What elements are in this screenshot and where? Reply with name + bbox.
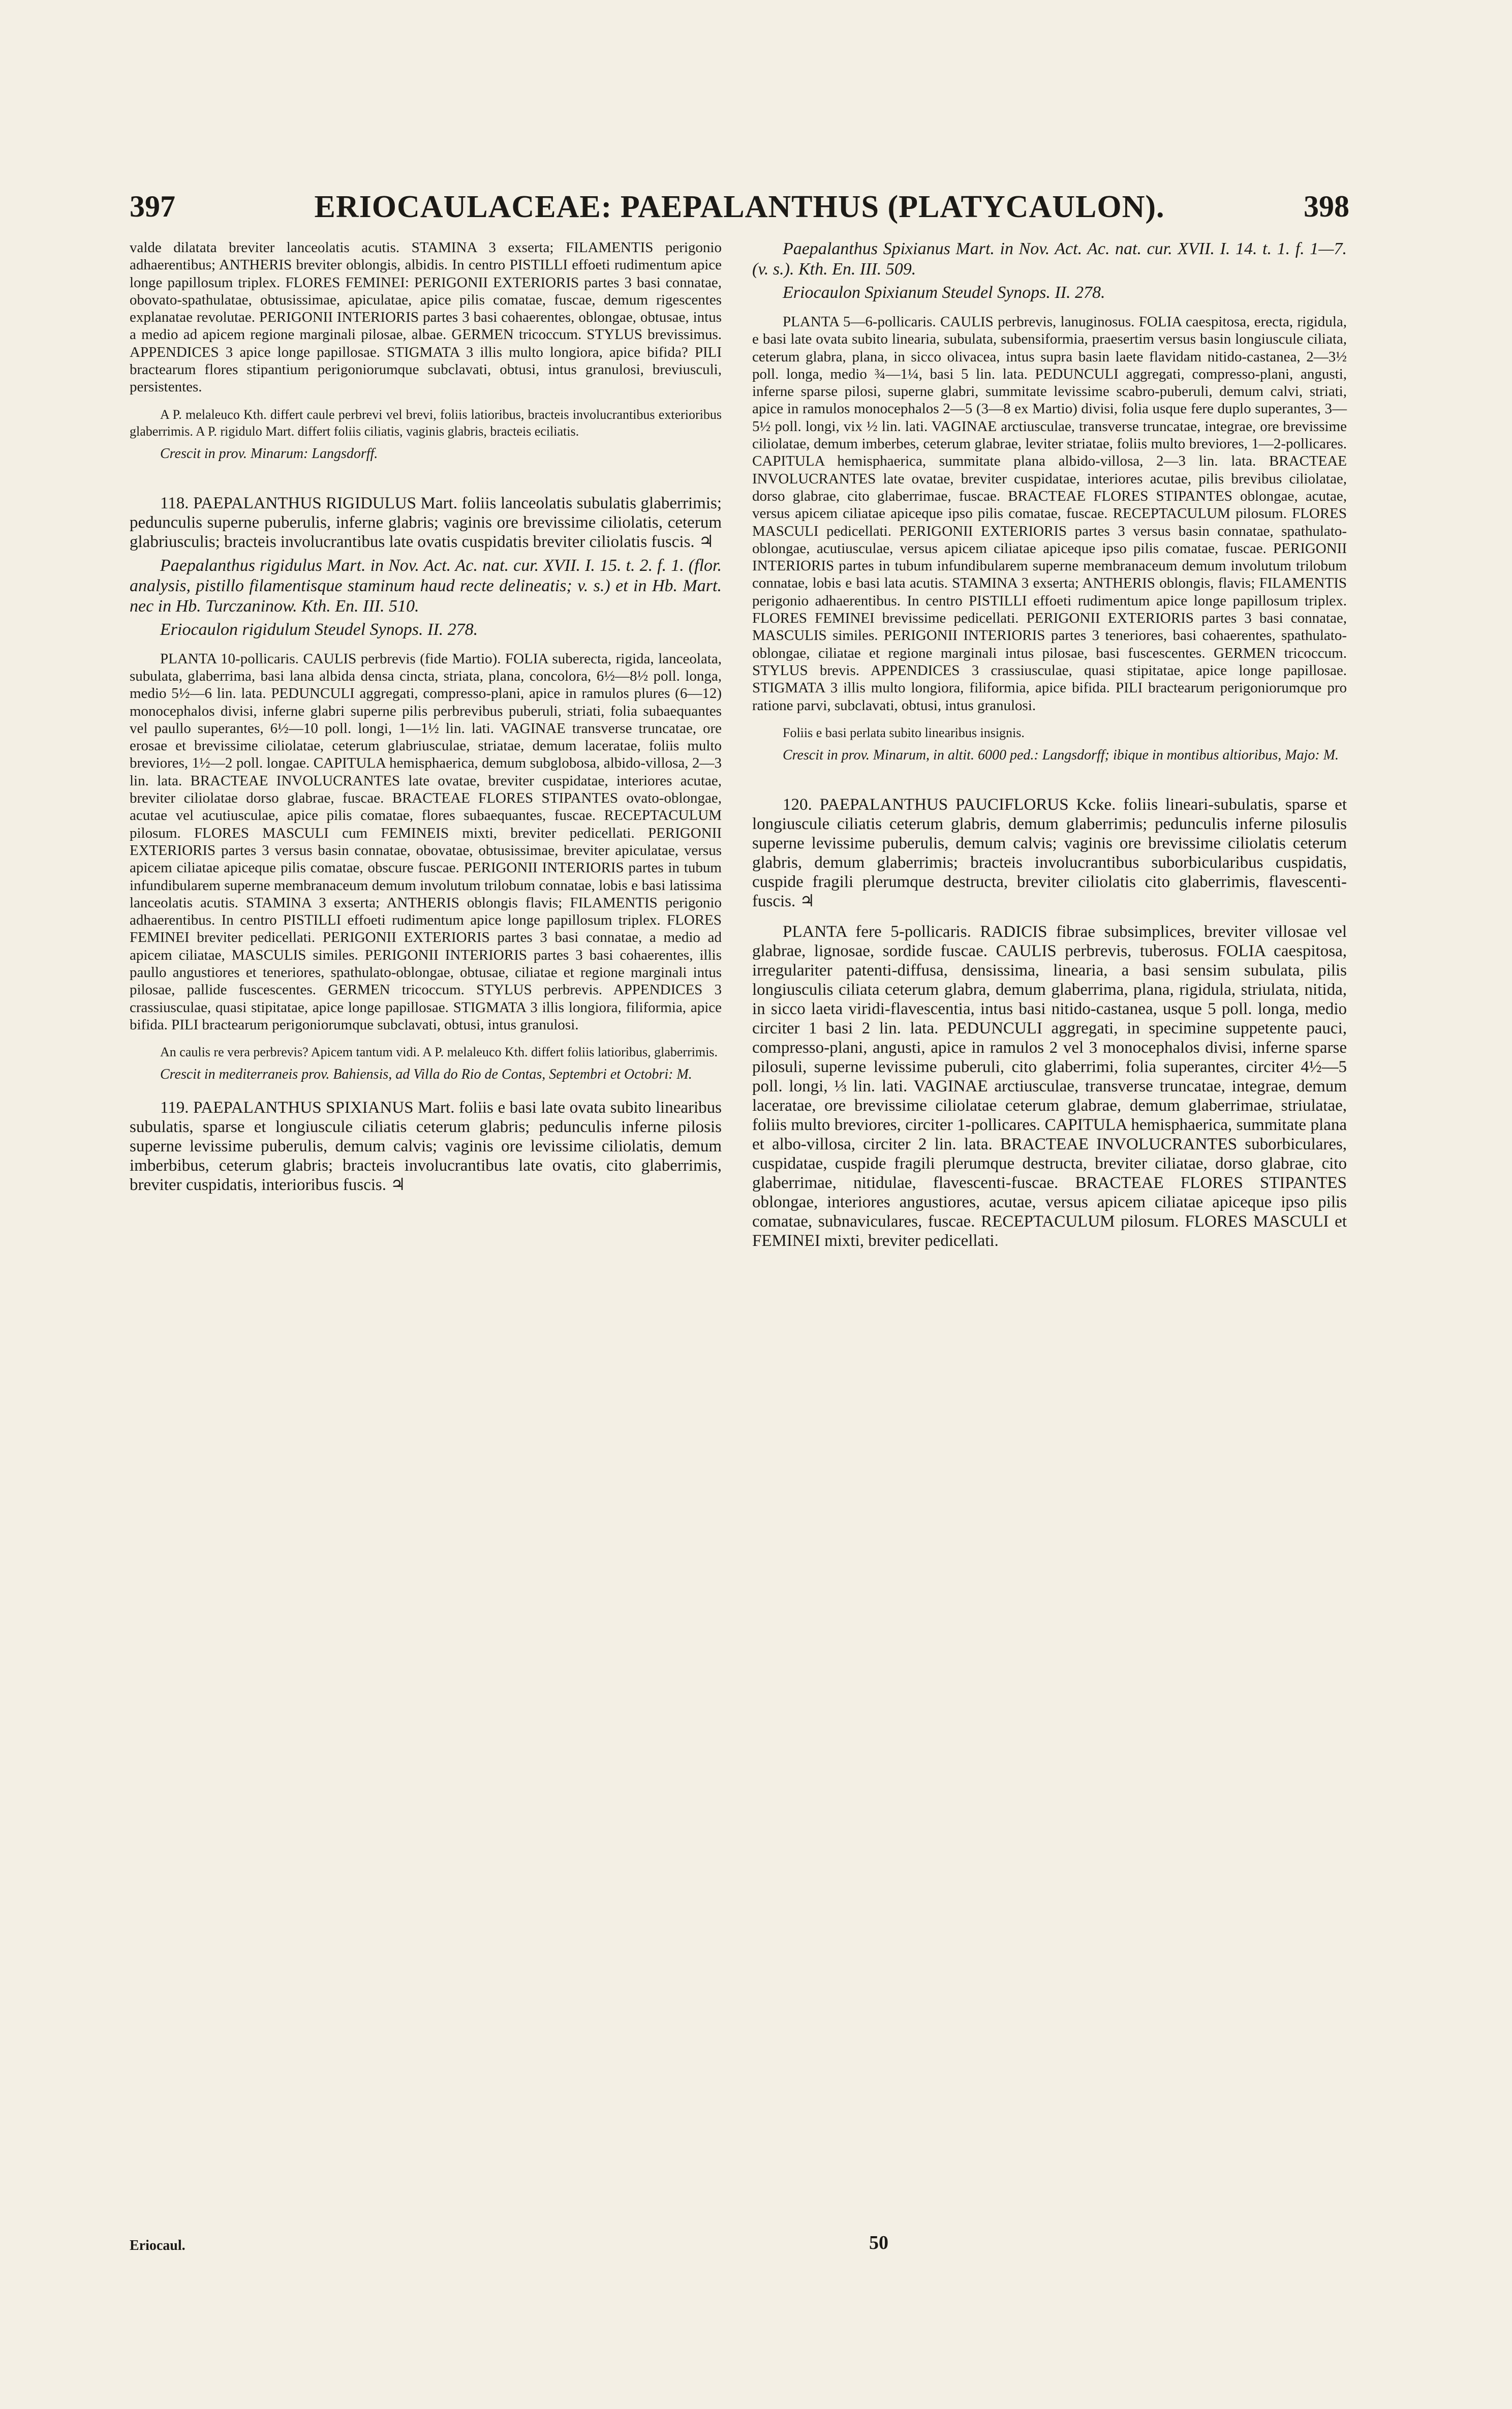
differential-note: A P. melaleuco Kth. differt caule perbrevi vel brevi, foliis latioribus, bracteis involucrantibus exterioribus glaberrimis. A P. rigidulo Mart. differt foliis ciliatis, vaginis glabris, bracteis eciliatis. [130, 407, 722, 439]
species-118-description: PLANTA 10-pollicaris. CAULIS perbrevis (fide Martio). FOLIA suberecta, rigida, lanceolata, subulata, glaberrima, basi lana albida densa cincta, striata, plana, concolora, 6½—8½ poll. longa, medio 5½—6 lin. lata. PEDUNCULI aggregati, compresso-plani, apice in ramulos plures (6—12) monocephalos divisi, inferne glabri superne pilis perbrevibus puberuli, striati, folia subaequantes vel paullo superantes, 6½—10 poll. longi, 1—1½ lin. lati. VAGINAE transverse truncatae, ore erosae et brevissime ciliolatae, ceterum glabriusculae, striatae, demum laceratae, foliis multo breviores, 1½—2 poll. longae. CAPITULA hemisphaerica, demum subglobosa, albido-villosa, 2—3 lin. lata. BRACTEAE INVOLUCRANTES late ovatae, breviter cuspidatae, interiores acutae, breviter ciliolatae dorso glabrae, fuscae. BRACTEAE FLORES STIPANTES ovato-oblongae, acutae vel acutiusculae, apice pilis comatae, flores subaequantes, fuscae. RECEPTACULUM pilosum. FLORES MASCULI cum FEMINEIS mixti, breviter pedicellati. PERIGONII EXTERIORIS partes 3 versus basin connatae, obovatae, obtusissimae, breviter apiculatae, versus apicem ciliatae apiceque pilis comatae, obscure fuscae. PERIGONII INTERIORIS partes in tubum infundibularem superne membranaceum demum involutum trilobum connatae, lobis e basi latissima lanceolatis acutis. STAMINA 3 exserta; ANTHERIS oblongis flavis; FILAMENTIS perigonio adhaerentibus. In centro PISTILLI effoeti rudimentum apice longe papillosum triplex. FLORES FEMINEI breviter pedicellati. PERIGONII EXTERIORIS partes 3 basi connatae, a medio ad apicem ciliatae, MASCULIS similes. PERIGONII INTERIORIS partes 3 basi cohaerentes, illis paullo angustiores et teneriores, spathulato-oblongae, obtusae, ciliatae et regione marginali intus pilosae, pallide fuscescentes. GERMEN tricoccum. STYLUS perbrevis. APPENDICES 3 crassiusculae, quasi stipitatae, apice longe papillosae. STIGMATA 3 illis longiora, filiformia, apice bifida. PILI bractearum perigoniorumque subclavati, obtusi, intus granulosi. [130, 650, 722, 1033]
habitat-note: Crescit in prov. Minarum: Langsdorff. [160, 445, 378, 462]
left-column [130, 239, 722, 1199]
species-119-synonym-2: Eriocaulon Spixianum Steudel Synops. II. 278. [783, 283, 1105, 302]
page-number-left: 397 [130, 190, 175, 223]
sheet-number: 50 [869, 2232, 888, 2253]
species-118-note: An caulis re vera perbrevis? Apicem tantum vidi. A P. melaleuco Kth. differt foliis latioribus, glaberrimis. [160, 1045, 718, 1060]
page-number-right: 398 [1304, 190, 1349, 223]
species-119-description: PLANTA 5—6-pollicaris. CAULIS perbrevis, lanuginosus. FOLIA caespitosa, erecta, rigidula, e basi late ovata subito linearia, subulata, subensiformia, praesertim versus basin longiuscule ciliata, ceterum glabra, plana, in sicco olivacea, intus supra basin laete flavidam nitido-castanea, 2—3½ poll. longa, medio ¾—1¼, basi 5 lin. lata. PEDUNCULI aggregati, compresso-plani, angusti, inferne sparse pilosi, superne glabri, summitate levissime scabro-puberuli, demum calvi, striati, apice in ramulos monocephalos 2—5 (3—8 ex Martio) divisi, folia usque fere duplo superantes, 3—5½ poll. longi, vix ½ lin. lati. VAGINAE arctiusculae, transverse truncatae, integrae, ore brevissime ciliolatae, demum imberbes, ceterum glabrae, leviter striatae, foliis multo breviores, 1—2-pollicares. CAPITULA hemisphaerica, summitate plana albido-villosa, 2—3 lin. lata. BRACTEAE INVOLUCRANTES late ovatae, breviter cuspidatae, interiores acutae, pilis brevibus ciliolatae, dorso glabrae, cito glaberrimae, fuscae. BRACTEAE FLORES STIPANTES oblongae, acutae, versus apicem ciliatae apiceque ipso pilis comatae, fuscae. RECEPTACULUM pilosum. FLORES MASCULI pedicellati. PERIGONII EXTERIORIS partes 3 versus basin connatae, spathulato-oblongae, acutiusculae, versus apicem ciliatae apiceque ipso pilis comatae, fuscae. PERIGONII INTERIORIS partes in tubum infundibularem superne membranaceum demum involutum trilobum connatae, lobis e basi lata acutis. STAMINA 3 exserta; ANTHERIS oblongis, flavis; FILAMENTIS perigonio adhaerentibus. In centro PISTILLI effoeti rudimentum apice longe papillosum triplex. FLORES FEMINEI brevissime pedicellati. PERIGONII EXTERIORIS partes 3 basi connatae, MASCULIS similes. PERIGONII INTERIORIS partes 3 teneriores, basi cohaerentes, spathulato-oblongae, ciliatae et regione marginali intus pilosae, basi fuscescentes. GERMEN tricoccum. STYLUS brevis. APPENDICES 3 crassiusculae, quasi stipitatae, apice longe papillosae. STIGMATA 3 illis multo longiora, filiformia, apice bifida. PILI bractearum perigoniorumque pro ratione parvi, subclavati, obtusi, intus granulosi. [752, 314, 1347, 714]
printer-signature: Eriocaul. [130, 2238, 186, 2253]
species-119-habitat: Crescit in prov. Minarum, in altit. 6000 ped.: Langsdorff; ibique in montibus altioribus, Majo: M. [783, 747, 1339, 763]
continued-description: valde dilatata breviter lanceolatis acutis. STAMINA 3 exserta; FILAMENTIS perigonio adhaerentibus; ANTHERIS breviter oblongis, albidis. In centro PISTILLI effoeti rudimentum apice longe papillosum triplex. FLORES FEMINEI: PERIGONII EXTERIORIS partes 3 basi connatae, obovato-spathulatae, obtusissimae, apiculatae, apice pilis comatae, fuscae, demum rigescentes explanatae revolutae. PERIGONII INTERIORIS partes 3 basi cohaerentes, oblongae, obtusae, intus a medio ad apicem regione marginali pilosae, albae. GERMEN tricoccum. STYLUS brevissimus. APPENDICES 3 apice longe papillosae. STIGMATA 3 illis multo longiora, apice bifida? PILI bractearum flores stipantium perigoniorumque subclavati, obtusi, intus granulosi, breviusculi, persistentes. [130, 239, 722, 395]
species-118-diagnosis: 118. PAEPALANTHUS RIGIDULUS Mart. foliis lanceolatis subulatis glaberrimis; pedunculis superne puberulis, inferne glabris; vaginis ore brevissime ciliolatis, ceterum glabriusculis; bracteis involucrantibus late ovatis cuspidatis breviter ciliolatis fuscis. ♃ [130, 494, 722, 551]
species-120-description: PLANTA fere 5-pollicaris. RADICIS fibrae subsimplices, breviter villosae vel glabrae, lignosae, sordide fuscae. CAULIS perbrevis, tuberosus. FOLIA caespitosa, irregulariter patenti-diffusa, densissima, linearia, a basi sensim subulata, pilis longiusculis ciliata ceterum glabra, demum glaberrima, plana, rigidula, striulata, nitida, in sicco laeta viridi-flavescentia, intus basi nitido-castanea, usque 5 poll. longa, medio circiter 1 basi 2 lin. lata. PEDUNCULI aggregati, in specimine suppetente pauci, compresso-plani, angusti, apice in ramulos 2 vel 3 monocephalos divisi, inferne sparse pilosuli, superne levissime puberuli, cito glaberrimi, folia superantes, circiter 4½—5 poll. longi, ⅓ lin. lati. VAGINAE arctiusculae, transverse truncatae, integrae, demum laceratae, ore brevissime ciliolatae ceterum glabrae, demum glaberrimae, striulatae, foliis multo breviores, circiter 1-pollicares. CAPITULA hemisphaerica, summitate plana et albo-villosa, circiter 2 lin. lata. BRACTEAE INVOLUCRANTES suborbiculares, cuspidatae, cuspide fragili plerumque destructa, breviter ciliatae, dorso glabrae, cito glaberrimae, nitidulae, flavescenti-fuscae. BRACTEAE FLORES STIPANTES oblongae, interiores angustiores, acutae, versus apicem ciliatae apiceque ipso pilis comatae, subnaviculares, fuscae. RECEPTACULUM pilosum. FLORES MASCULI et FEMINEI mixti, breviter pedicellati. [752, 922, 1347, 1250]
right-column [752, 239, 1347, 1255]
species-120-diagnosis: 120. PAEPALANTHUS PAUCIFLORUS Kcke. foliis lineari-subulatis, sparse et longiuscule ciliatis ceterum glabris, demum glaberrimis; pedunculis inferne pilosulis superne levissime puberulis, demum calvis; vaginis ore brevissime ciliolatis ceterum glabris, demum glaberrimis; bracteis involucrantibus suborbicularibus cuspidatis, cuspide fragili plerumque destructa, breviter ciliolatis cito glaberrimis, flavescenti-fuscis. ♃ [752, 795, 1347, 910]
species-118-synonym-1: Paepalanthus rigidulus Mart. in Nov. Act. Ac. nat. cur. XVII. I. 15. t. 2. f. 1. (flor. analysis, pistillo filamentisque staminum haud recte delineatis; v. s.) et in Hb. Mart. nec in Hb. Turczaninow. Kth. En. III. 510. [130, 556, 722, 616]
species-119-synonym-1: Paepalanthus Spixianus Mart. in Nov. Act. Ac. nat. cur. XVII. I. 14. t. 1. f. 1—7. (v. s.). Kth. En. III. 509. [752, 239, 1347, 279]
species-119-note: Foliis e basi perlata subito linearibus insignis. [783, 725, 1025, 740]
species-119-diagnosis: 119. PAEPALANTHUS SPIXIANUS Mart. foliis e basi late ovata subito linearibus subulatis, sparse et longiuscule ciliatis ceterum glabris; pedunculis inferne pilosis superne levissime puberulis, demum calvis; vaginis ore levissime ciliolatis, demum imberbibus, ceterum glabris; bracteis involucrantibus late ovatis, cito glaberrimis, breviter cuspidatis, interioribus fuscis. ♃ [130, 1099, 722, 1195]
species-118-synonym-2: Eriocaulon rigidulum Steudel Synops. II. 278. [160, 620, 478, 639]
running-header [130, 189, 1349, 230]
species-118-habitat: Crescit in mediterraneis prov. Bahiensis, ad Villa do Rio de Contas, Septembri et Octobri: M. [160, 1066, 692, 1083]
running-title: ERIOCAULACEAE: PAEPALANTHUS (PLATYCAULON). [314, 190, 1165, 224]
